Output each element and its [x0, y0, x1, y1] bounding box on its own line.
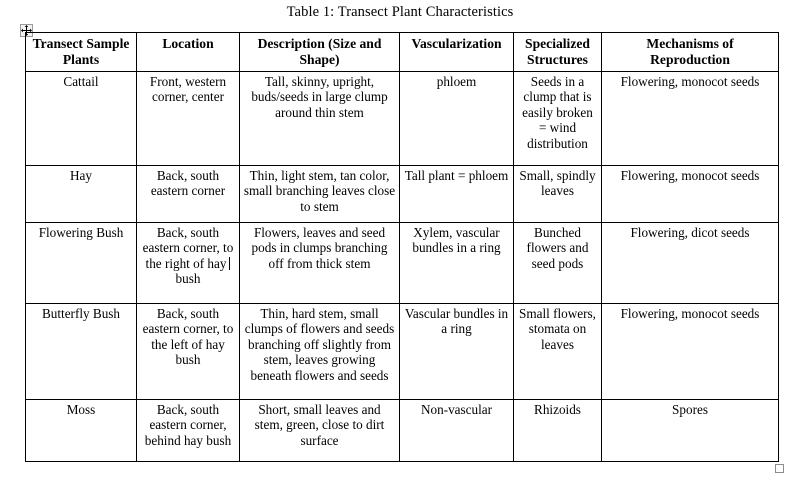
cell-location[interactable]: Back, south eastern corner, behind hay bush: [137, 400, 240, 462]
table-header-row: [26, 33, 779, 72]
table-caption: Table 1: Transect Plant Characteristics: [286, 4, 514, 20]
cell-plant[interactable]: Butterfly Bush: [26, 304, 137, 400]
table-row: [26, 223, 779, 304]
transect-plant-table[interactable]: [25, 32, 779, 462]
transect-plant-table-container: [25, 32, 778, 462]
cell-location[interactable]: Back, south eastern corner: [137, 166, 240, 223]
cell-description[interactable]: Flowers, leaves and seed pods in clumps branching off from thick stem: [240, 223, 400, 304]
cell-plant[interactable]: Moss: [26, 400, 137, 462]
cell-plant[interactable]: Cattail: [26, 72, 137, 166]
cell-vascularization[interactable]: Non-vascular: [400, 400, 514, 462]
cell-location[interactable]: Front, western corner, center: [137, 72, 240, 166]
cell-description[interactable]: Tall, skinny, upright, buds/seeds in large clump around thin stem: [240, 72, 400, 166]
column-header-description[interactable]: Description (Size and Shape): [240, 33, 400, 72]
cell-structures[interactable]: Small flowers, stomata on leaves: [514, 304, 602, 400]
cell-reproduction[interactable]: Flowering, monocot seeds: [602, 166, 779, 223]
cell-structures[interactable]: Rhizoids: [514, 400, 602, 462]
cell-location[interactable]: Back, south eastern corner, to the left of hay bush: [137, 304, 240, 400]
table-resize-handle[interactable]: [775, 464, 784, 473]
cell-location-text-after-caret: bush: [175, 271, 201, 287]
cell-location-text-before-caret: Back, south eastern corner, to the right of hay: [142, 225, 234, 271]
cell-vascularization[interactable]: Xylem, vascular bundles in a ring: [400, 223, 514, 304]
cell-reproduction[interactable]: Flowering, monocot seeds: [602, 72, 779, 166]
text-cursor-caret: [229, 257, 230, 270]
table-row: [26, 400, 779, 462]
table-row: [26, 72, 779, 166]
cell-description[interactable]: Thin, hard stem, small clumps of flowers and seeds branching off slightly from stem, leaves growing beneath flowers and seeds: [240, 304, 400, 400]
column-header-vascularization[interactable]: Vascularization: [400, 33, 514, 72]
cell-description[interactable]: Thin, light stem, tan color, small branching leaves close to stem: [240, 166, 400, 223]
cell-description[interactable]: Short, small leaves and stem, green, close to dirt surface: [240, 400, 400, 462]
cell-structures[interactable]: Bunched flowers and seed pods: [514, 223, 602, 304]
column-header-transect-sample-plants[interactable]: Transect Sample Plants: [26, 33, 137, 72]
column-header-specialized-structures[interactable]: Specialized Structures: [514, 33, 602, 72]
cell-vascularization[interactable]: phloem: [400, 72, 514, 166]
cell-structures[interactable]: Small, spindly leaves: [514, 166, 602, 223]
cell-plant[interactable]: Hay: [26, 166, 137, 223]
cell-reproduction[interactable]: Spores: [602, 400, 779, 462]
cell-reproduction[interactable]: Flowering, monocot seeds: [602, 304, 779, 400]
cell-vascularization[interactable]: Vascular bundles in a ring: [400, 304, 514, 400]
cell-plant[interactable]: Flowering Bush: [26, 223, 137, 304]
column-header-location[interactable]: Location: [137, 33, 240, 72]
table-row: [26, 166, 779, 223]
cell-vascularization[interactable]: Tall plant = phloem: [400, 166, 514, 223]
table-row: [26, 304, 779, 400]
cell-reproduction[interactable]: Flowering, dicot seeds: [602, 223, 779, 304]
column-header-mechanisms-of-reproduction[interactable]: Mechanisms of Reproduction: [602, 33, 779, 72]
cell-location-with-caret[interactable]: [137, 223, 240, 304]
cell-structures[interactable]: Seeds in a clump that is easily broken = wind distribution: [514, 72, 602, 166]
